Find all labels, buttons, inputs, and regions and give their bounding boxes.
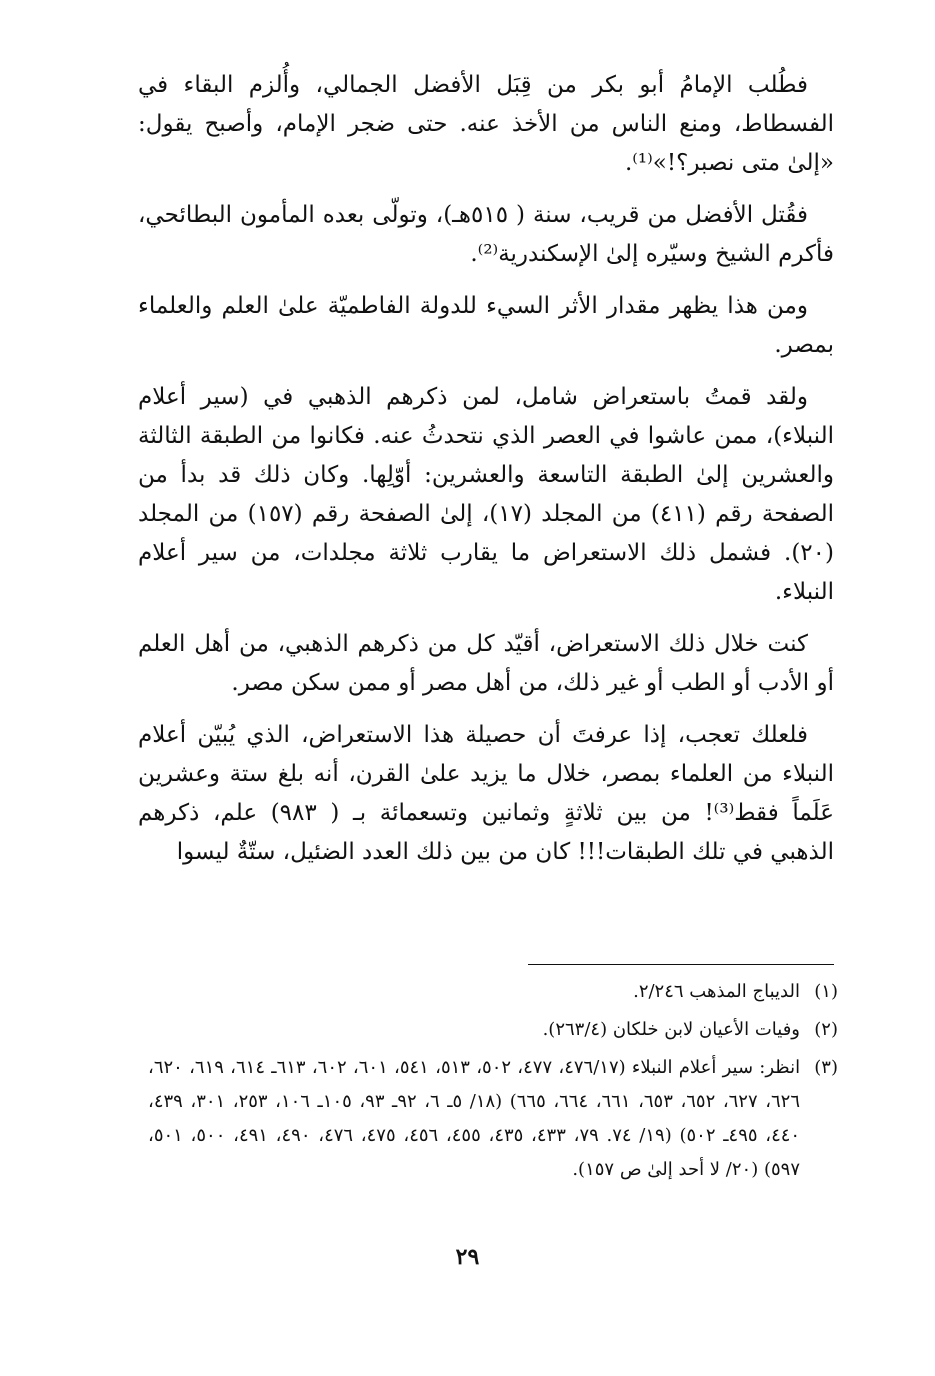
paragraph-5: كنت خلال ذلك الاستعراض، أقيّد كل من ذكرهم الذهبي، من أهل العلم أو الأدب أو الطب أو غير ذلك، من أهل مصر أو ممن سكن مصر. <box>138 631 834 696</box>
footnote-number: (٢) <box>814 1019 838 1040</box>
footnote-text: الديباج المذهب ٢/٢٤٦. <box>633 981 800 1002</box>
page-number: ٢٩ <box>455 1244 480 1270</box>
footnotes <box>148 975 838 1191</box>
paragraph-6: فلعلك تعجب، إذا عرفتَ أن حصيلة هذا الاستعراض، الذي يُبيّن أعلام النبلاء من العلماء بمصر، خلال ما يزيد علىٰ القرن، أنه بلغ ستة وعشرين عَلَماً فقط⁽³⁾! من بين ثلاثةٍ وثمانين وتسعمائة بـ ( ٩٨٣) علم، ذكرهم الذهبي في تلك الطبقات!!! كان من بين ذلك العدد الضئيل، ستّةٌ ليسوا <box>138 722 834 865</box>
footnote-text: انظر: سير أعلام النبلاء (٤٧٦/١٧، ٤٧٧، ٥٠٢، ٥١٣، ٥٤١، ٦٠١، ٦٠٢، ٦١٣ـ ٦١٤، ٦١٩، ٦٢٠، ٦٢٦، ٦٢٧، ٦٥٢، ٦٥٣، ٦٦١، ٦٦٤، ٦٦٥) (١٨/ ٥ـ ٦، ٩٢ـ ٩٣، ١٠٥ـ ١٠٦، ٢٥٣، ٣٠١، ٤٣٩، ٤٤٠، ٤٩٥ـ ٥٠٢) (١٩/ ٧٤. ٧٩، ٤٣٣، ٤٣٥، ٤٥٥، ٤٥٦، ٤٧٥، ٤٧٦، ٤٩٠، ٤٩١، ٥٠٠، ٥٠١، ٥٩٧) (٢٠/ لا أحد إلىٰ ص ١٥٧). <box>148 1057 801 1180</box>
footnote-text: وفيات الأعيان لابن خلكان (٢٦٣/٤). <box>542 1019 800 1040</box>
footnote-separator <box>528 964 834 965</box>
footnote-number: (٣) <box>814 1057 838 1078</box>
footnote-2 <box>148 1013 838 1047</box>
paragraph-1: فطُلب الإمامُ أبو بكر من قِبَل الأفضل الجمالي، وأُلزم البقاء في الفسطاط، ومنع الناس من الأخذ عنه. حتى ضجر الإمام، وأصبح يقول: «إلىٰ متى نصبر؟!»⁽¹⁾. <box>138 72 834 176</box>
footnote-number: (١) <box>814 981 838 1002</box>
footnote-3 <box>148 1051 838 1187</box>
paragraph-3: ومن هذا يظهر مقدار الأثر السيء للدولة الفاطميّة علىٰ العلم والعلماء بمصر. <box>138 293 834 358</box>
paragraph-4: ولقد قمتُ باستعراض شامل، لمن ذكرهم الذهبي في (سير أعلام النبلاء)، ممن عاشوا في العصر الذي نتحدثُ عنه. فكانوا من الطبقة الثالثة والعشرين إلىٰ الطبقة التاسعة والعشرين: أوّلِها. وكان ذلك قد بدأ من الصفحة رقم (٤١١) من المجلد (١٧)، إلىٰ الصفحة رقم (١٥٧) من المجلد (٢٠). فشمل ذلك الاستعراض ما يقارب ثلاثة مجلدات، من سير أعلام النبلاء. <box>138 384 835 605</box>
footnote-1 <box>148 975 838 1009</box>
paragraph-2: فقُتل الأفضل من قريب، سنة ( ٥١٥هـ)، وتولّى بعده المأمون البطائحي، فأكرم الشيخ وسيّره إلىٰ الإسكندرية⁽²⁾. <box>138 202 834 267</box>
main-text <box>138 66 834 886</box>
